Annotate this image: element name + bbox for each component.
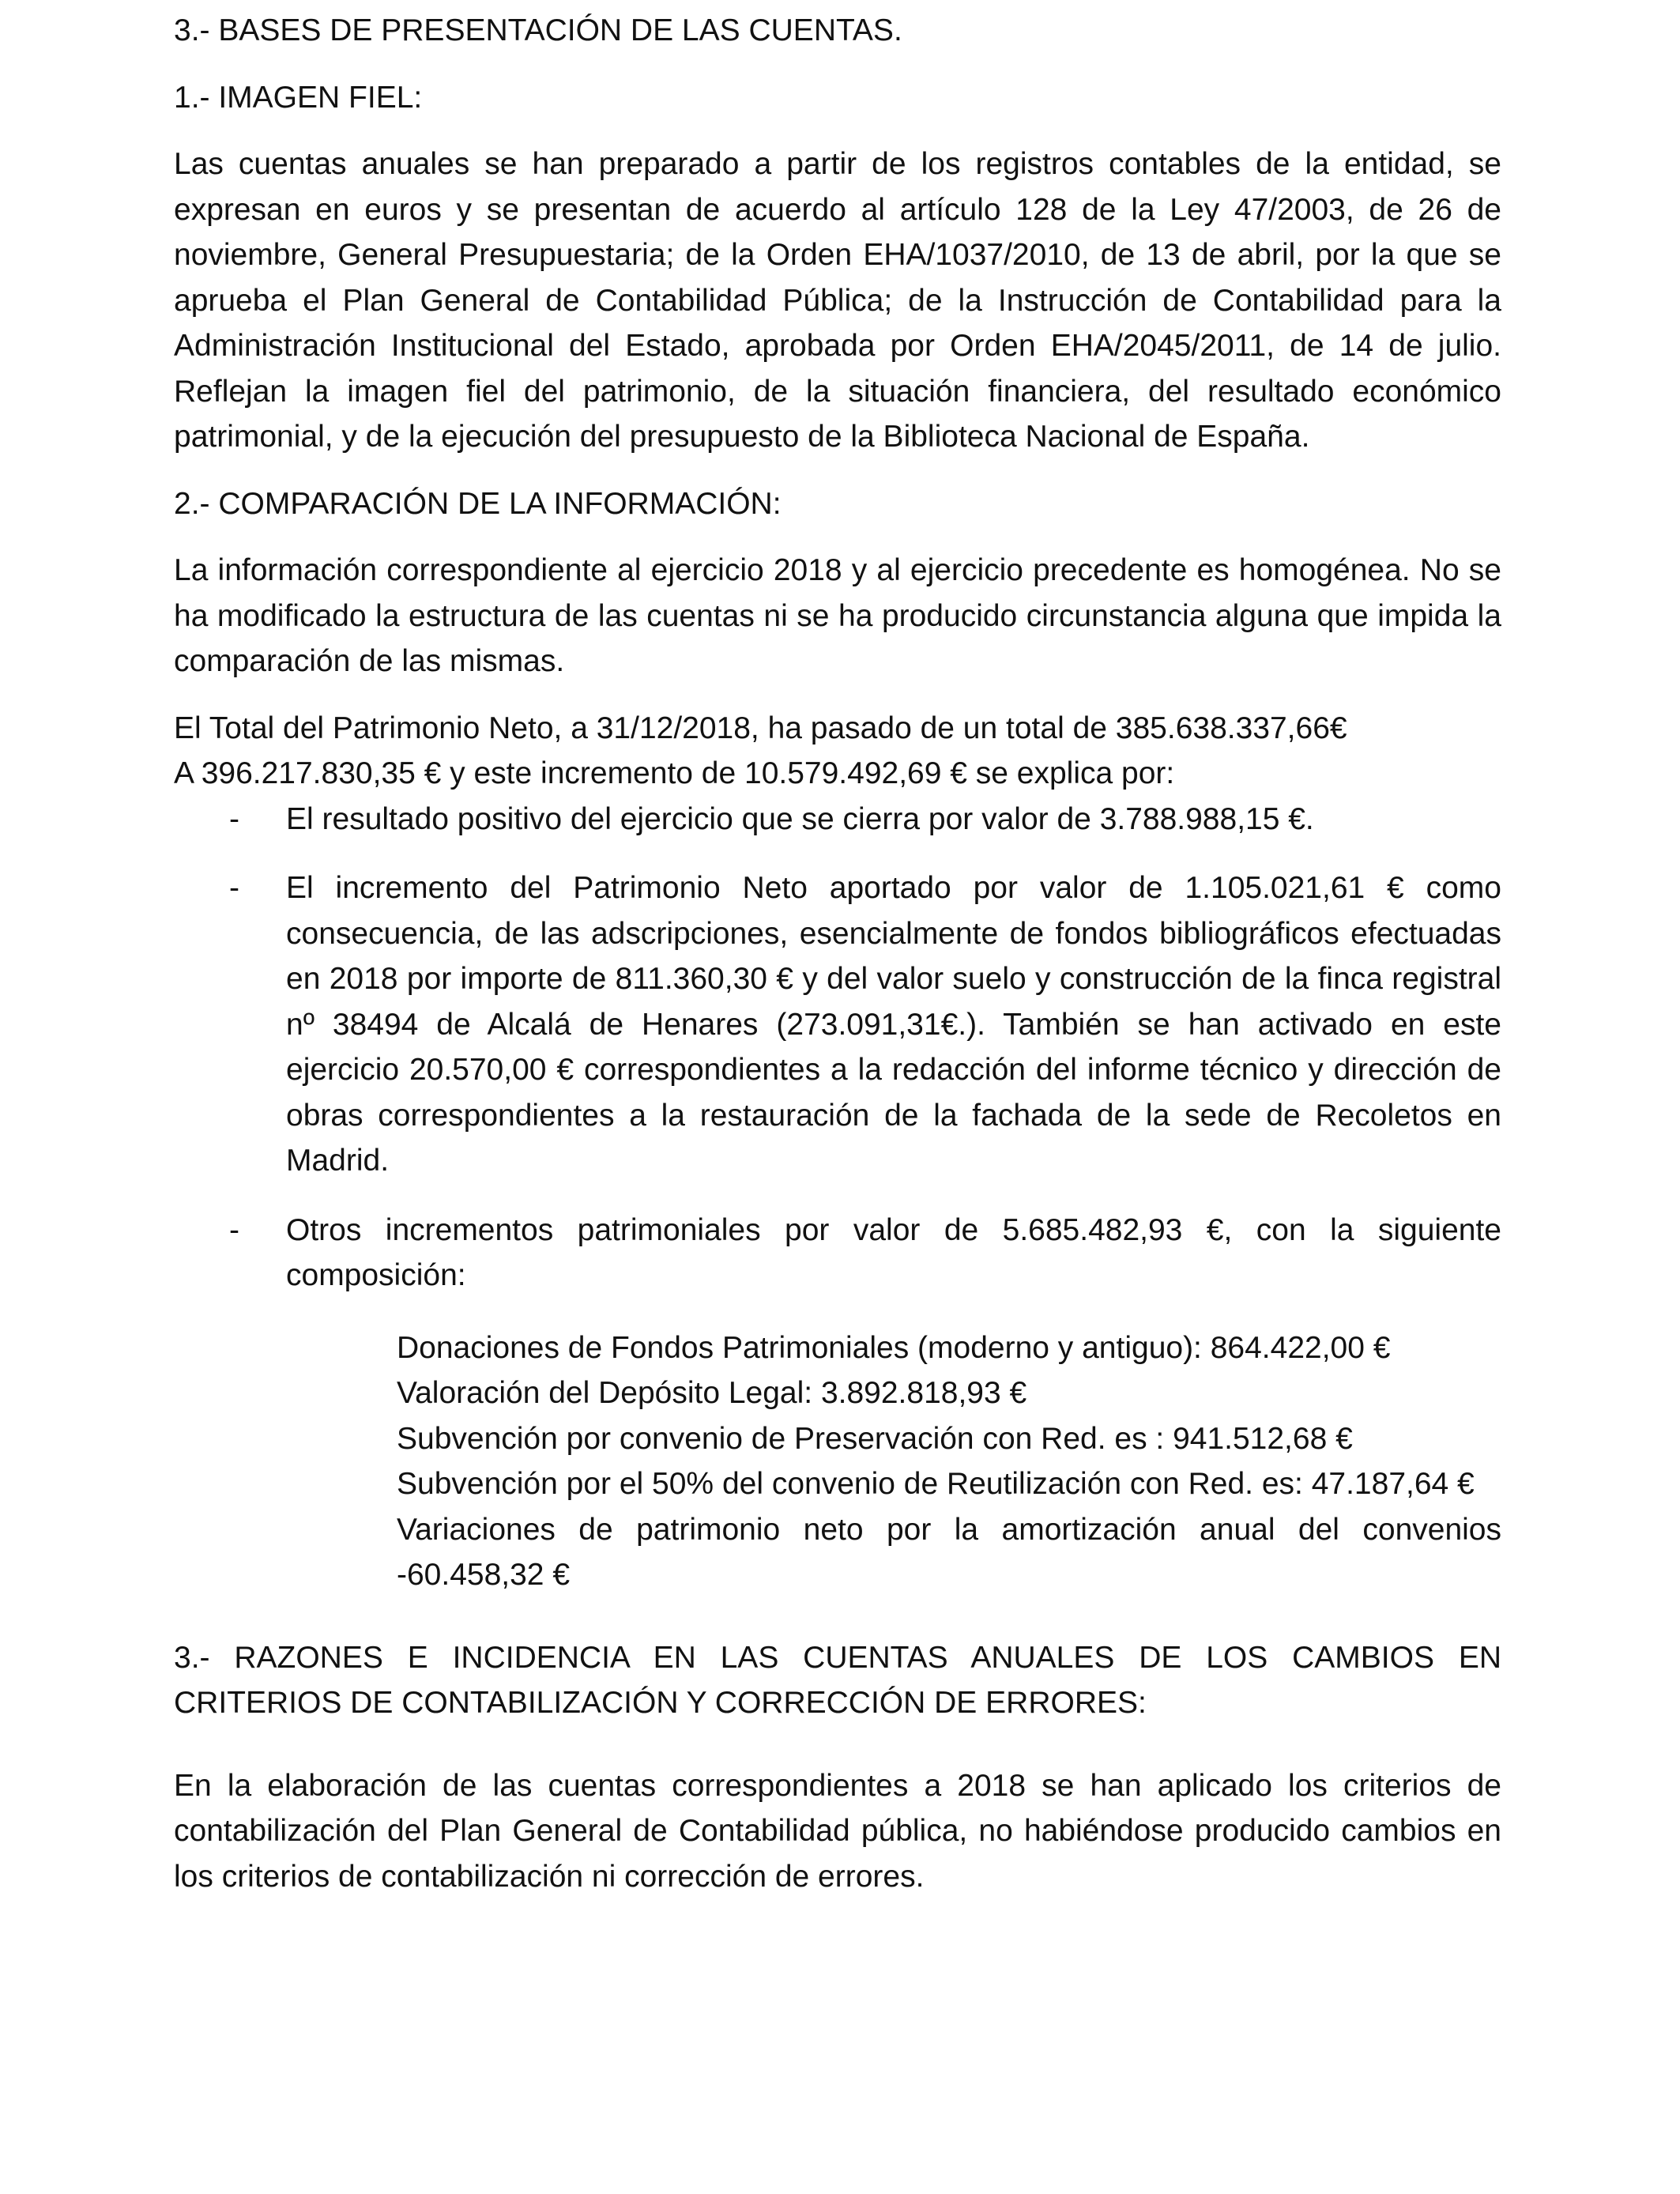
- composition-item: Variaciones de patrimonio neto por la amortización anual del convenios -60.458,32 €: [397, 1512, 1501, 1592]
- section-2-paragraph-2: [174, 706, 1501, 797]
- bullet-text: El resultado positivo del ejercicio que se cierra por valor de 3.788.988,15 €.: [286, 801, 1314, 836]
- composition-item: Valoración del Depósito Legal: 3.892.818,93 €: [397, 1376, 1027, 1410]
- patrimonio-line-2: A 396.217.830,35 € y este incremento de 10.579.492,69 € se explica por:: [174, 756, 1175, 790]
- composition-list: [397, 1325, 1501, 1598]
- bullet-dash: -: [229, 1212, 239, 1247]
- bullet-text: El incremento del Patrimonio Neto aportado por valor de 1.105.021,61 € como consecuencia, de las adscripciones, esencialmente de fondos bibliográficos efectuadas en 2018 por importe de 811.360,30 € y del valor suelo y construcción de la finca registral nº 38494 de Alcalá de Henares (273.091,31€.). También se han activado en este ejercicio 20.570,00 € correspondientes a la redacción del informe técnico y dirección de obras correspondientes a la restauración de la fachada de la sede de Recoletos en Madrid.: [286, 871, 1501, 1178]
- composition-item: Subvención por convenio de Preservación con Red. es : 941.512,68 €: [397, 1421, 1353, 1456]
- bullet-item-resultado: [174, 797, 1501, 843]
- section-1-paragraph: Las cuentas anuales se han preparado a partir de los registros contables de la entidad, se expresan en euros y se presentan de acuerdo al artículo 128 de la Ley 47/2003, de 26 de noviembre, General Presupuestaria; de la Orden EHA/1037/2010, de 13 de abril, por la que se aprueba el Plan General de Contabilidad Pública; de la Instrucción de Contabilidad para la Administración Institucional del Estado, aprobada por Orden EHA/2045/2011, de 14 de julio. Reflejan la imagen fiel del patrimonio, de la situación financiera, del resultado económico patrimonial, y de la ejecución del presupuesto de la Biblioteca Nacional de España.: [174, 147, 1501, 454]
- bullet-item-otros-incrementos: [174, 1208, 1501, 1598]
- bullet-dash: -: [229, 801, 239, 836]
- bullet-dash: -: [229, 871, 239, 905]
- bullet-text: Otros incrementos patrimoniales por valor de 5.685.482,93 €, con la siguiente composición:: [286, 1212, 1501, 1292]
- section-3-paragraph: En la elaboración de las cuentas correspondientes a 2018 se han aplicado los criterios de contabilización del Plan General de Contabilidad pública, no habiéndose producido cambios en los criterios de contabilización ni corrección de errores.: [174, 1768, 1501, 1894]
- composition-item: Donaciones de Fondos Patrimoniales (moderno y antiguo): 864.422,00 €: [397, 1330, 1391, 1365]
- patrimonio-bullet-list: [174, 797, 1501, 1598]
- section-1-heading: 1.- IMAGEN FIEL:: [174, 80, 423, 115]
- composition-item: Subvención por el 50% del convenio de Reutilización con Red. es: 47.187,64 €: [397, 1467, 1475, 1501]
- section-3-heading: 3.- RAZONES E INCIDENCIA EN LAS CUENTAS ANUALES DE LOS CAMBIOS EN CRITERIOS DE CONTABILIZACIÓN Y CORRECCIÓN DE ERRORES:: [174, 1640, 1501, 1720]
- section-2-heading: 2.- COMPARACIÓN DE LA INFORMACIÓN:: [174, 486, 782, 521]
- patrimonio-line-1: El Total del Patrimonio Neto, a 31/12/2018, ha pasado de un total de 385.638.337,66€: [174, 711, 1347, 745]
- document-title: 3.- BASES DE PRESENTACIÓN DE LAS CUENTAS.: [174, 13, 902, 47]
- bullet-item-incremento: [174, 865, 1501, 1184]
- section-2-paragraph-1: La información correspondiente al ejercicio 2018 y al ejercicio precedente es homogénea. No se ha modificado la estructura de las cuentas ni se ha producido circunstancia alguna que impida la comparación de las mismas.: [174, 553, 1501, 678]
